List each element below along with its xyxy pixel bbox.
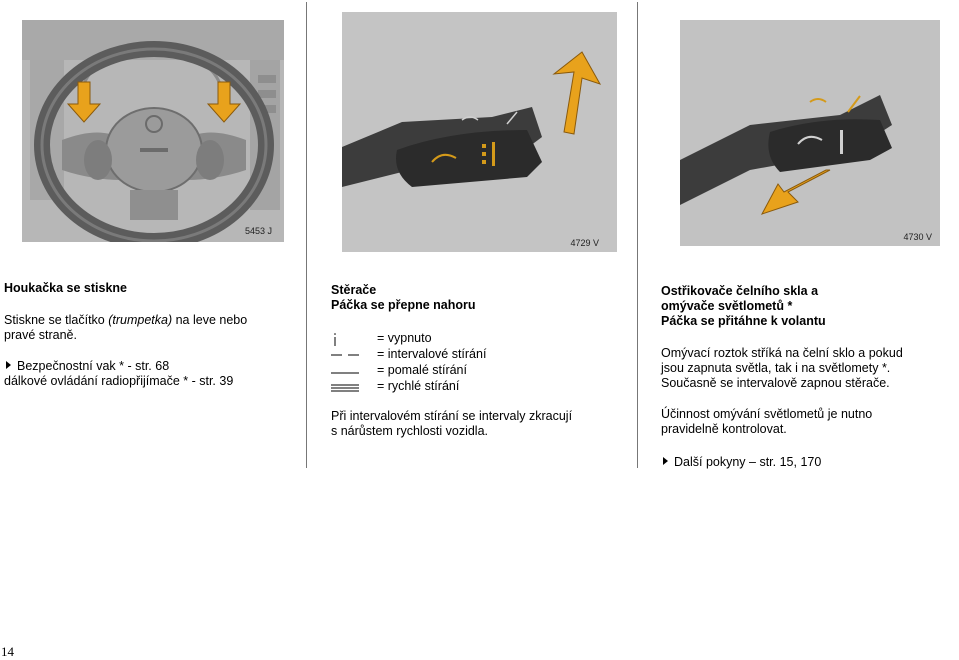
slow-symbol-icon bbox=[331, 363, 369, 379]
reference-link-remote[interactable]: dálkové ovládání radiopřijímače * - str. 39 bbox=[4, 374, 234, 388]
column-divider-2 bbox=[637, 2, 638, 468]
legend-label: = pomalé stírání bbox=[377, 363, 467, 377]
wipers-subheading: Páčka se přepne nahoru bbox=[331, 298, 476, 312]
legend-row-interval bbox=[331, 347, 631, 363]
fast-symbol-icon bbox=[331, 379, 369, 395]
legend-row-slow bbox=[331, 363, 631, 379]
wiper-lever-pull-illustration bbox=[680, 20, 940, 246]
off-symbol-icon bbox=[331, 331, 369, 347]
figure-code: 4729 V bbox=[570, 238, 599, 248]
washers-note: Účinnost omývání světlometů je nutno pravidelně kontrolovat. bbox=[661, 407, 873, 436]
legend-row-fast bbox=[331, 379, 631, 395]
wiper-legend bbox=[331, 331, 631, 397]
reference-link-airbag[interactable]: Bezpečnostní vak * - str. 68 bbox=[4, 359, 299, 374]
column-divider-1 bbox=[306, 2, 307, 468]
horn-body-italic: (trumpetka) bbox=[108, 313, 173, 327]
washers-body: Omývací roztok stříká na čelní sklo a pokud jsou zapnuta světla, tak i na světlomety *. Současně se intervalově zapnou stěrače. bbox=[661, 346, 903, 390]
horn-body-pre: Stiskne se tlačítko bbox=[4, 313, 109, 327]
wipers-heading: Stěrače bbox=[331, 283, 377, 297]
horn-body-post: na leve nebo bbox=[172, 313, 248, 327]
horn-references bbox=[4, 359, 299, 389]
reference-link-more-info[interactable]: Další pokyny – str. 15, 170 bbox=[663, 455, 821, 470]
wipers-note: Při intervalovém stírání se intervaly zkracují s nárůstem rychlosti vozidla. bbox=[331, 409, 573, 438]
figure-code: 4730 V bbox=[903, 232, 932, 242]
arrow-right-icon bbox=[663, 457, 668, 465]
wiper-lever-illustration bbox=[342, 12, 617, 252]
steering-wheel-figure bbox=[22, 20, 284, 242]
wiper-lever-up-figure bbox=[342, 12, 617, 252]
arrow-right-icon bbox=[6, 361, 11, 369]
legend-label: = vypnuto bbox=[377, 331, 432, 345]
horn-body-line2: pravé straně. bbox=[4, 328, 77, 342]
page-number: 14 bbox=[1, 644, 14, 659]
legend-label: = intervalové stírání bbox=[377, 347, 487, 361]
washers-heading: Ostřikovače čelního skla a omývače světlometů * Páčka se přitáhne k volantu bbox=[661, 284, 826, 328]
wiper-lever-pull-figure bbox=[680, 20, 940, 246]
legend-row-off bbox=[331, 331, 631, 347]
horn-body bbox=[4, 313, 294, 343]
interval-symbol-icon bbox=[331, 347, 369, 363]
steering-wheel-illustration bbox=[22, 20, 284, 242]
legend-label: = rychlé stírání bbox=[377, 379, 460, 393]
horn-heading: Houkačka se stiskne bbox=[4, 281, 127, 295]
figure-code: 5453 J bbox=[244, 226, 272, 236]
